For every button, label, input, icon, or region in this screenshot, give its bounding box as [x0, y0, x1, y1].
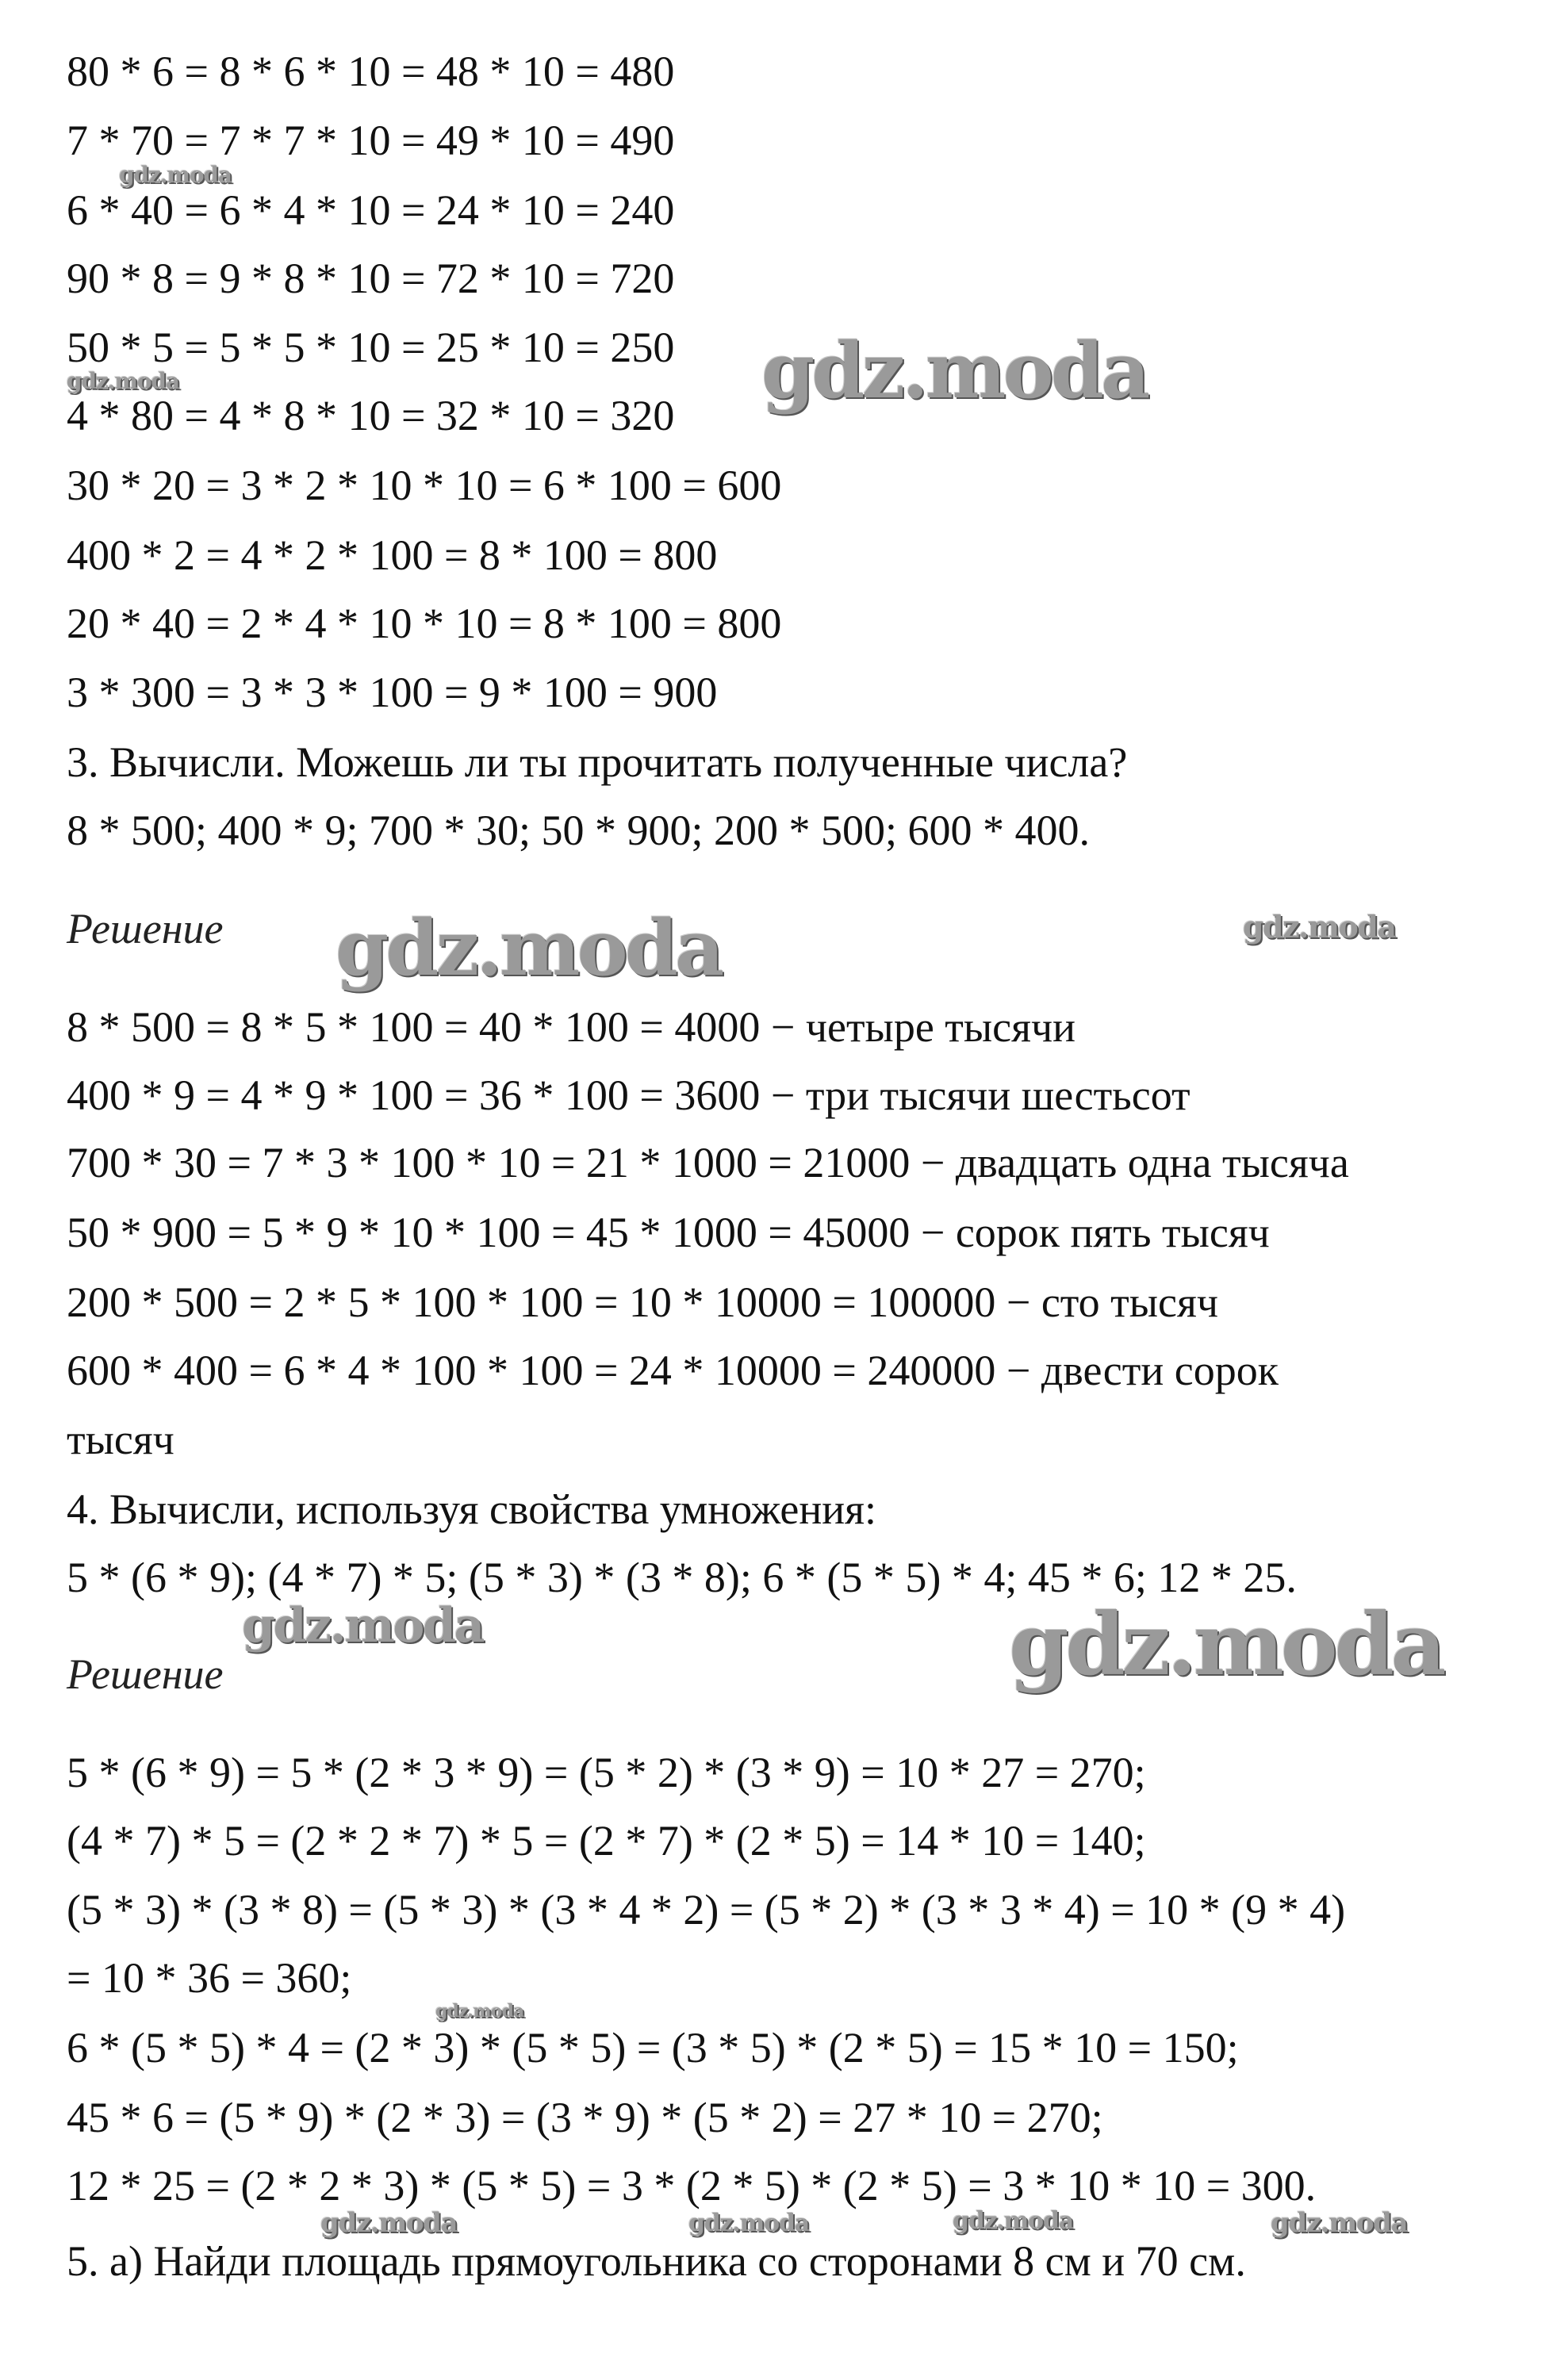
- task-3-expressions: 8 * 500; 400 * 9; 700 * 30; 50 * 900; 200 * 500; 600 * 400.: [67, 807, 1091, 854]
- solution-line: 45 * 6 = (5 * 9) * (2 * 3) = (3 * 9) * (5 * 2) = 27 * 10 = 270;: [67, 2094, 1103, 2141]
- equation-line: 6 * 40 = 6 * 4 * 10 = 24 * 10 = 240: [67, 186, 675, 234]
- watermark: gdz.moda: [320, 2207, 458, 2239]
- solution-line: 400 * 9 = 4 * 9 * 100 = 36 * 100 = 3600 − три тысячи шестьсот: [67, 1071, 1191, 1119]
- solution-label: Решение: [67, 905, 224, 952]
- solution-line: = 10 * 36 = 360;: [67, 1954, 352, 2002]
- equation-line: 20 * 40 = 2 * 4 * 10 * 10 = 8 * 100 = 800: [67, 600, 782, 647]
- watermark: gdz.moda: [1271, 2207, 1408, 2239]
- task-3-heading: 3. Вычисли. Можешь ли ты прочитать полученные числа?: [67, 738, 1128, 786]
- solution-line: 200 * 500 = 2 * 5 * 100 * 100 = 10 * 10000 = 100000 − сто тысяч: [67, 1278, 1219, 1326]
- equation-line: 3 * 300 = 3 * 3 * 100 = 9 * 100 = 900: [67, 669, 718, 716]
- watermark: gdz.moda: [688, 2209, 810, 2237]
- equation-line: 80 * 6 = 8 * 6 * 10 = 48 * 10 = 480: [67, 48, 675, 95]
- solution-line: 600 * 400 = 6 * 4 * 100 * 100 = 24 * 10000 = 240000 − двести сорок: [67, 1347, 1279, 1394]
- solution-line: 6 * (5 * 5) * 4 = (2 * 3) * (5 * 5) = (3 * 5) * (2 * 5) = 15 * 10 = 150;: [67, 2024, 1239, 2071]
- equation-line: 400 * 2 = 4 * 2 * 100 = 8 * 100 = 800: [67, 531, 718, 579]
- solution-line: 700 * 30 = 7 * 3 * 100 * 10 = 21 * 1000 = 21000 − двадцать одна тысяча: [67, 1139, 1349, 1186]
- watermark: gdz.moda: [242, 1598, 484, 1654]
- task-5-heading: 5. а) Найди площадь прямоугольника со сторонами 8 см и 70 см.: [67, 2237, 1246, 2285]
- watermark: gdz.moda: [953, 2207, 1074, 2235]
- watermark: gdz.moda: [1243, 909, 1396, 945]
- solution-label: Решение: [67, 1650, 224, 1698]
- solution-line: 50 * 900 = 5 * 9 * 10 * 100 = 45 * 1000 = 45000 − сорок пять тысяч: [67, 1209, 1270, 1256]
- equation-line: 7 * 70 = 7 * 7 * 10 = 49 * 10 = 490: [67, 117, 675, 164]
- watermark: gdz.moda: [119, 162, 232, 188]
- task-4-expressions: 5 * (6 * 9); (4 * 7) * 5; (5 * 3) * (3 * 8); 6 * (5 * 5) * 4; 45 * 6; 12 * 25.: [67, 1554, 1297, 1601]
- equation-line: 90 * 8 = 9 * 8 * 10 = 72 * 10 = 720: [67, 255, 675, 302]
- task-4-heading: 4. Вычисли, используя свойства умножения:: [67, 1485, 877, 1533]
- equation-line: 50 * 5 = 5 * 5 * 10 = 25 * 10 = 250: [67, 324, 675, 371]
- equation-line: 4 * 80 = 4 * 8 * 10 = 32 * 10 = 320: [67, 392, 675, 439]
- solution-line: (4 * 7) * 5 = (2 * 2 * 7) * 5 = (2 * 7) * (2 * 5) = 14 * 10 = 140;: [67, 1817, 1146, 1865]
- solution-line: 12 * 25 = (2 * 2 * 3) * (5 * 5) = 3 * (2 * 5) * (2 * 5) = 3 * 10 * 10 = 300.: [67, 2162, 1317, 2209]
- equation-line: 30 * 20 = 3 * 2 * 10 * 10 = 6 * 100 = 600: [67, 462, 782, 509]
- watermark: gdz.moda: [335, 903, 722, 993]
- solution-line: (5 * 3) * (3 * 8) = (5 * 3) * (3 * 4 * 2) = (5 * 2) * (3 * 3 * 4) = 10 * (9 * 4): [67, 1886, 1346, 1934]
- solution-line: тысяч: [67, 1416, 174, 1463]
- watermark: gdz.moda: [67, 368, 179, 394]
- watermark: gdz.moda: [761, 326, 1148, 416]
- watermark: gdz.moda: [1009, 1595, 1444, 1695]
- solution-line: 5 * (6 * 9) = 5 * (2 * 3 * 9) = (5 * 2) * (3 * 9) = 10 * 27 = 270;: [67, 1749, 1146, 1796]
- watermark: gdz.moda: [435, 2001, 524, 2022]
- solution-line: 8 * 500 = 8 * 5 * 100 = 40 * 100 = 4000 − четыре тысячи: [67, 1003, 1076, 1051]
